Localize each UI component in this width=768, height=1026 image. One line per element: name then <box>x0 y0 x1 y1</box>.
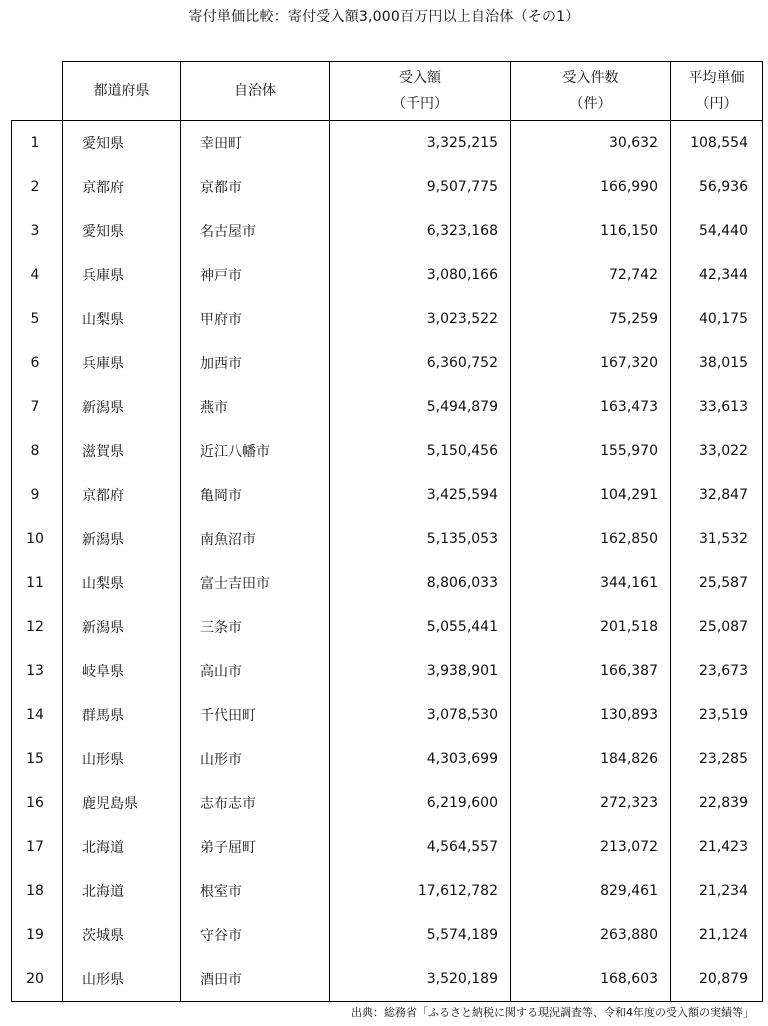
rank-cell: 14 <box>12 693 63 737</box>
prefecture-cell: 茨城県 <box>63 913 181 957</box>
rank-cell: 16 <box>12 781 63 825</box>
avg-cell: 42,344 <box>671 253 763 297</box>
rank-cell: 1 <box>12 121 63 166</box>
count-cell: 272,323 <box>511 781 671 825</box>
avg-cell: 25,587 <box>671 561 763 605</box>
rank-cell: 5 <box>12 297 63 341</box>
count-header <box>511 62 671 121</box>
avg-header-label: 平均単価 <box>688 70 745 86</box>
municipality-cell: 幸田町 <box>181 121 330 166</box>
table-row <box>12 957 763 1002</box>
table-row <box>12 693 763 737</box>
prefecture-header-label: 都道府県 <box>93 83 150 99</box>
table-row <box>12 165 763 209</box>
municipality-cell: 神戸市 <box>181 253 330 297</box>
amount-header-label: 受入額 <box>399 70 441 86</box>
avg-cell: 108,554 <box>671 121 763 166</box>
municipality-cell: 甲府市 <box>181 297 330 341</box>
count-cell: 162,850 <box>511 517 671 561</box>
rank-cell: 19 <box>12 913 63 957</box>
rank-cell: 8 <box>12 429 63 473</box>
count-header-label: 受入件数 <box>562 70 619 86</box>
amount-cell: 3,080,166 <box>330 253 511 297</box>
prefecture-cell: 岐阜県 <box>63 649 181 693</box>
amount-cell: 5,574,189 <box>330 913 511 957</box>
rank-cell: 15 <box>12 737 63 781</box>
prefecture-cell: 新潟県 <box>63 385 181 429</box>
prefecture-cell: 鹿児島県 <box>63 781 181 825</box>
prefecture-cell: 新潟県 <box>63 517 181 561</box>
table-row <box>12 121 763 166</box>
count-header-unit: （件） <box>569 96 612 112</box>
municipality-cell: 富士吉田市 <box>181 561 330 605</box>
amount-cell: 4,564,557 <box>330 825 511 869</box>
avg-header <box>671 62 763 121</box>
avg-cell: 21,124 <box>671 913 763 957</box>
avg-cell: 23,519 <box>671 693 763 737</box>
avg-cell: 38,015 <box>671 341 763 385</box>
rank-cell: 20 <box>12 957 63 1002</box>
avg-cell: 33,022 <box>671 429 763 473</box>
amount-header <box>330 62 511 121</box>
municipality-cell: 山形市 <box>181 737 330 781</box>
rank-cell: 4 <box>12 253 63 297</box>
table-body <box>12 121 763 1002</box>
municipality-cell: 守谷市 <box>181 913 330 957</box>
table-row <box>12 473 763 517</box>
count-cell: 167,320 <box>511 341 671 385</box>
amount-cell: 3,520,189 <box>330 957 511 1002</box>
rank-cell: 10 <box>12 517 63 561</box>
avg-cell: 21,423 <box>671 825 763 869</box>
table-row <box>12 341 763 385</box>
count-cell: 263,880 <box>511 913 671 957</box>
table-row <box>12 561 763 605</box>
amount-cell: 4,303,699 <box>330 737 511 781</box>
amount-cell: 6,323,168 <box>330 209 511 253</box>
rank-cell: 6 <box>12 341 63 385</box>
avg-cell: 54,440 <box>671 209 763 253</box>
municipality-header-label: 自治体 <box>234 83 276 99</box>
count-cell: 30,632 <box>511 121 671 166</box>
amount-cell: 3,425,594 <box>330 473 511 517</box>
rank-cell: 7 <box>12 385 63 429</box>
table-row <box>12 429 763 473</box>
municipality-cell: 酒田市 <box>181 957 330 1002</box>
prefecture-cell: 愛知県 <box>63 209 181 253</box>
prefecture-cell: 兵庫県 <box>63 341 181 385</box>
count-cell: 344,161 <box>511 561 671 605</box>
municipality-cell: 千代田町 <box>181 693 330 737</box>
avg-cell: 25,087 <box>671 605 763 649</box>
table-row <box>12 605 763 649</box>
amount-cell: 3,938,901 <box>330 649 511 693</box>
municipality-cell: 高山市 <box>181 649 330 693</box>
rank-header-cell <box>12 62 63 121</box>
count-cell: 155,970 <box>511 429 671 473</box>
rank-cell: 2 <box>12 165 63 209</box>
avg-cell: 56,936 <box>671 165 763 209</box>
count-cell: 75,259 <box>511 297 671 341</box>
count-cell: 130,893 <box>511 693 671 737</box>
avg-cell: 20,879 <box>671 957 763 1002</box>
count-cell: 201,518 <box>511 605 671 649</box>
amount-cell: 3,325,215 <box>330 121 511 166</box>
rank-cell: 18 <box>12 869 63 913</box>
table-header <box>12 62 763 121</box>
avg-cell: 23,285 <box>671 737 763 781</box>
municipality-cell: 根室市 <box>181 869 330 913</box>
prefecture-cell: 兵庫県 <box>63 253 181 297</box>
municipality-cell: 志布志市 <box>181 781 330 825</box>
prefecture-cell: 京都府 <box>63 473 181 517</box>
municipality-cell: 加西市 <box>181 341 330 385</box>
avg-header-unit: （円） <box>695 96 738 112</box>
table-row <box>12 869 763 913</box>
prefecture-cell: 新潟県 <box>63 605 181 649</box>
municipality-cell: 京都市 <box>181 165 330 209</box>
count-cell: 184,826 <box>511 737 671 781</box>
rank-cell: 9 <box>12 473 63 517</box>
avg-cell: 21,234 <box>671 869 763 913</box>
prefecture-header <box>63 62 181 121</box>
header-row <box>12 62 763 121</box>
table-row <box>12 913 763 957</box>
amount-cell: 5,494,879 <box>330 385 511 429</box>
count-cell: 829,461 <box>511 869 671 913</box>
table-row <box>12 781 763 825</box>
municipality-header <box>181 62 330 121</box>
municipality-cell: 燕市 <box>181 385 330 429</box>
rank-cell: 13 <box>12 649 63 693</box>
source-note: 出典：総務省「ふるさと納税に関する現況調査等、令和4年度の受入額の実績等」 <box>351 1006 754 1019</box>
amount-cell: 6,360,752 <box>330 341 511 385</box>
avg-cell: 32,847 <box>671 473 763 517</box>
amount-header-unit: （千円） <box>392 96 448 112</box>
page-title: 寄付単価比較：寄付受入額3,000百万円以上自治体（その1） <box>188 9 580 25</box>
table-row <box>12 209 763 253</box>
amount-cell: 5,055,441 <box>330 605 511 649</box>
prefecture-cell: 滋賀県 <box>63 429 181 473</box>
municipality-cell: 名古屋市 <box>181 209 330 253</box>
table-row <box>12 649 763 693</box>
count-cell: 168,603 <box>511 957 671 1002</box>
rank-cell: 17 <box>12 825 63 869</box>
prefecture-cell: 愛知県 <box>63 121 181 166</box>
amount-cell: 5,135,053 <box>330 517 511 561</box>
prefecture-cell: 山梨県 <box>63 561 181 605</box>
rank-cell: 11 <box>12 561 63 605</box>
prefecture-cell: 山形県 <box>63 737 181 781</box>
count-cell: 166,387 <box>511 649 671 693</box>
municipality-cell: 近江八幡市 <box>181 429 330 473</box>
avg-cell: 23,673 <box>671 649 763 693</box>
count-cell: 163,473 <box>511 385 671 429</box>
municipality-cell: 亀岡市 <box>181 473 330 517</box>
amount-cell: 6,219,600 <box>330 781 511 825</box>
prefecture-cell: 京都府 <box>63 165 181 209</box>
table-row <box>12 385 763 429</box>
avg-cell: 40,175 <box>671 297 763 341</box>
avg-cell: 22,839 <box>671 781 763 825</box>
table-row <box>12 737 763 781</box>
donation-unit-price-table <box>11 61 763 1002</box>
count-cell: 166,990 <box>511 165 671 209</box>
avg-cell: 31,532 <box>671 517 763 561</box>
count-cell: 116,150 <box>511 209 671 253</box>
rank-cell: 3 <box>12 209 63 253</box>
prefecture-cell: 北海道 <box>63 869 181 913</box>
count-cell: 213,072 <box>511 825 671 869</box>
prefecture-cell: 群馬県 <box>63 693 181 737</box>
table-row <box>12 517 763 561</box>
prefecture-cell: 北海道 <box>63 825 181 869</box>
table-row <box>12 253 763 297</box>
count-cell: 72,742 <box>511 253 671 297</box>
count-cell: 104,291 <box>511 473 671 517</box>
municipality-cell: 南魚沼市 <box>181 517 330 561</box>
municipality-cell: 弟子屈町 <box>181 825 330 869</box>
avg-cell: 33,613 <box>671 385 763 429</box>
municipality-cell: 三条市 <box>181 605 330 649</box>
rank-cell: 12 <box>12 605 63 649</box>
prefecture-cell: 山梨県 <box>63 297 181 341</box>
amount-cell: 3,023,522 <box>330 297 511 341</box>
amount-cell: 3,078,530 <box>330 693 511 737</box>
amount-cell: 5,150,456 <box>330 429 511 473</box>
table-row <box>12 297 763 341</box>
amount-cell: 9,507,775 <box>330 165 511 209</box>
amount-cell: 17,612,782 <box>330 869 511 913</box>
table-row <box>12 825 763 869</box>
prefecture-cell: 山形県 <box>63 957 181 1002</box>
amount-cell: 8,806,033 <box>330 561 511 605</box>
